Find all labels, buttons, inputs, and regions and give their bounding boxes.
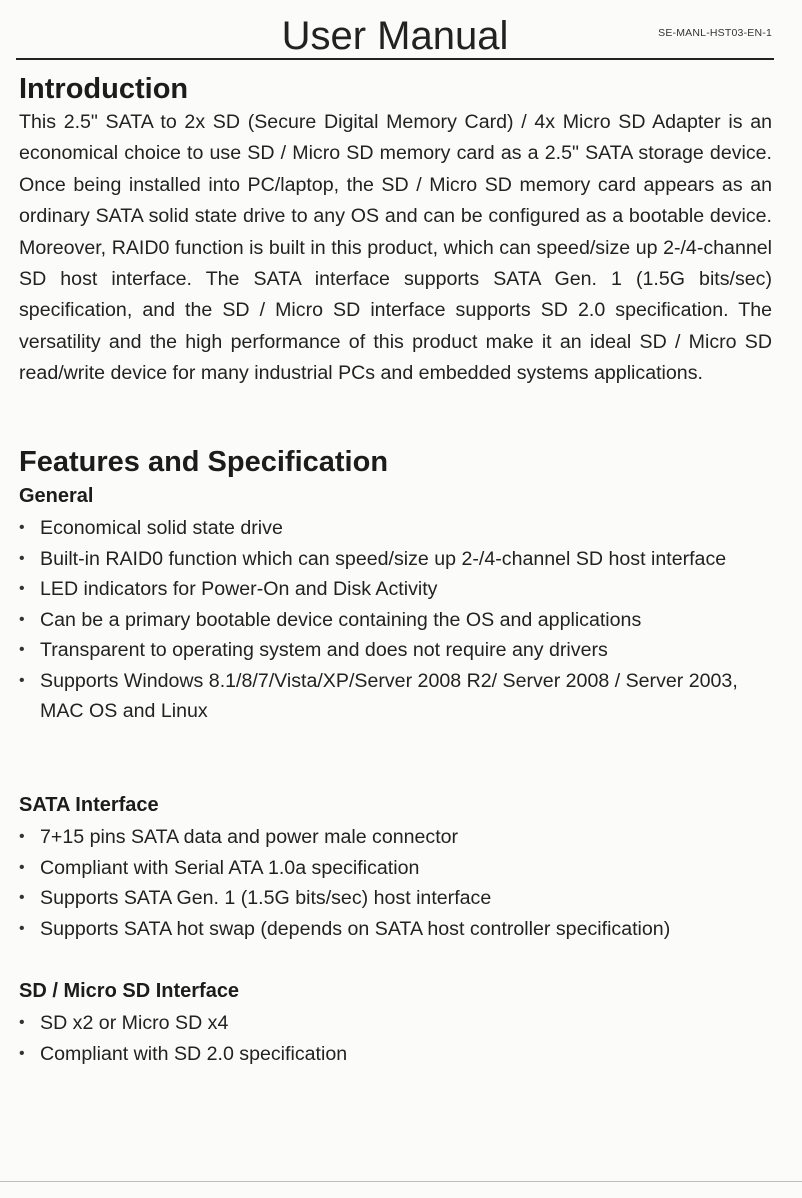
list-item-text: 7+15 pins SATA data and power male connector: [40, 826, 459, 848]
bullet-icon: •: [19, 1044, 25, 1062]
page-title: User Manual: [281, 14, 509, 58]
list-item-text: LED indicators for Power-On and Disk Activity: [40, 578, 438, 600]
sd-feature-list: [19, 1008, 779, 1069]
list-item: [19, 544, 779, 575]
sata-feature-list: [19, 822, 779, 944]
list-item-text: Compliant with SD 2.0 specification: [40, 1042, 348, 1065]
list-item: [19, 605, 779, 636]
list-item-text: Supports Windows 8.1/8/7/Vista/XP/Server 2008 R2/ Server 2008 / Server 2003, MAC OS and Linux: [40, 669, 738, 722]
bullet-icon: •: [19, 919, 25, 937]
list-item-text: Can be a primary bootable device containing the OS and applications: [40, 608, 642, 631]
document-code: SE-MANL-HST03-EN-1: [658, 27, 772, 39]
sata-interface-heading: SATA Interface: [19, 794, 159, 816]
list-item: [19, 1039, 779, 1070]
list-item: [19, 914, 779, 945]
list-item: [19, 635, 779, 666]
list-item-text: Transparent to operating system and does not require any drivers: [40, 639, 608, 661]
list-item: [19, 883, 779, 914]
list-item: [19, 574, 779, 605]
list-item-text: Compliant with Serial ATA 1.0a specification: [40, 856, 420, 879]
list-item: [19, 666, 779, 727]
list-item-text: Supports SATA Gen. 1 (1.5G bits/sec) host interface: [40, 887, 492, 909]
introduction-paragraph: This 2.5" SATA to 2x SD (Secure Digital Memory Card) / 4x Micro SD Adapter is an economical choice to use SD / Micro SD memory card as a 2.5" SATA storage device. Once being installed into PC/laptop, the SD / Micro SD memory card appears as an ordinary SATA solid state drive to any OS and can be configured as a bootable device. Moreover, RAID0 function is built in this product, which can speed/size up 2-/4-channel SD host interface. The SATA interface supports SATA Gen. 1 (1.5G bits/sec) specification, and the SD / Micro SD interface supports SD 2.0 specification. The versatility and the high performance of this product make it an ideal SD / Micro SD read/write device for many industrial PCs and embedded systems applications.: [19, 111, 772, 385]
bullet-icon: •: [19, 519, 25, 536]
list-item-text: Economical solid state drive: [40, 517, 283, 539]
sd-interface-heading: SD / Micro SD Interface: [19, 980, 240, 1002]
list-item-text: SD x2 or Micro SD x4: [40, 1012, 229, 1034]
bullet-icon: •: [19, 828, 25, 845]
list-item: [19, 513, 779, 544]
list-item-text: Supports SATA hot swap (depends on SATA host controller specification): [40, 917, 671, 940]
bullet-icon: •: [19, 610, 25, 628]
bullet-icon: •: [19, 641, 25, 658]
list-item: [19, 853, 779, 884]
features-heading: Features and Specification: [19, 446, 389, 478]
bullet-icon: •: [19, 889, 25, 906]
footer-divider: [0, 1181, 802, 1182]
bullet-icon: •: [19, 549, 25, 567]
list-item-text: Built-in RAID0 function which can speed/size up 2-/4-channel SD host interface: [40, 547, 727, 570]
general-heading: General: [19, 485, 94, 507]
list-item: [19, 822, 779, 853]
bullet-icon: •: [19, 671, 25, 689]
general-feature-list: [19, 513, 779, 727]
list-item: [19, 1008, 779, 1039]
header-divider: [16, 58, 774, 60]
bullet-icon: •: [19, 858, 25, 876]
bullet-icon: •: [19, 580, 25, 597]
introduction-heading: Introduction: [19, 73, 189, 105]
bullet-icon: •: [19, 1014, 25, 1031]
